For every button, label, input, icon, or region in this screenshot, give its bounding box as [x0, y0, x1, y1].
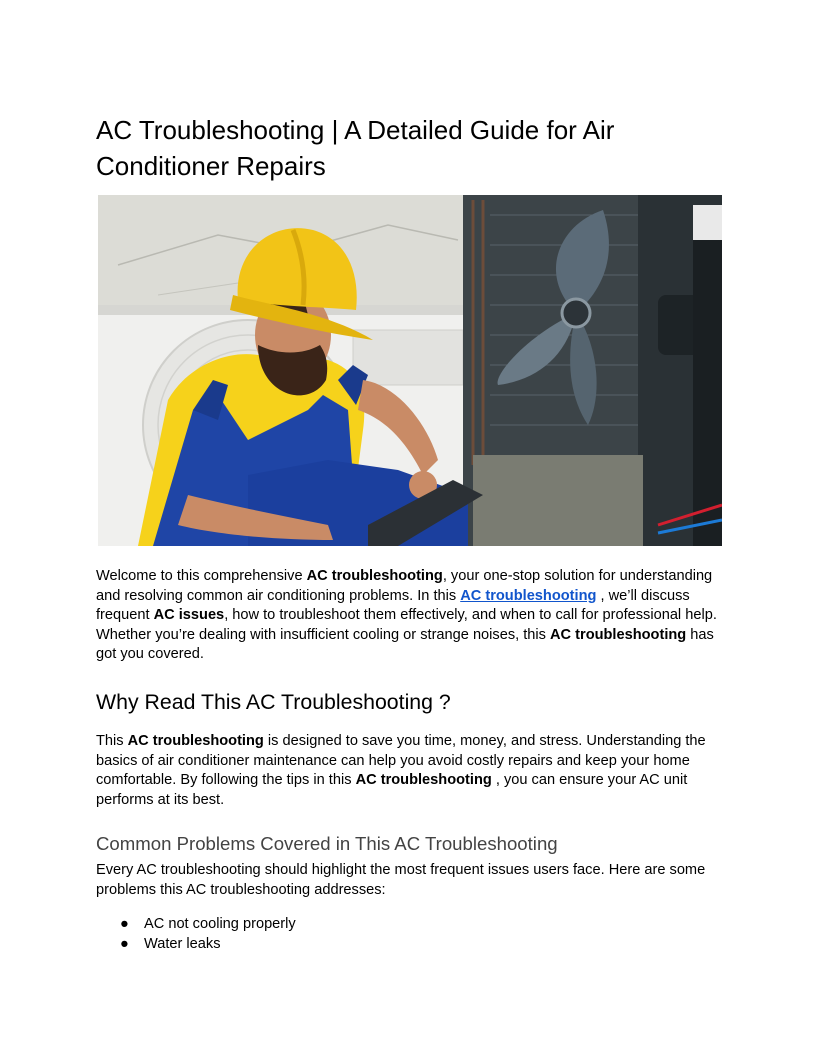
list-item-text: Water leaks	[144, 935, 221, 952]
ac-troubleshooting-link[interactable]: AC troubleshooting	[460, 587, 597, 604]
intro-bold-1: AC troubleshooting	[306, 568, 443, 584]
why-read-text-3: , you can ensure your AC unit performs at its best.	[96, 772, 688, 808]
why-read-bold-2: AC troubleshooting	[355, 772, 492, 788]
hero-image	[98, 195, 722, 546]
list-item	[96, 935, 296, 955]
intro-text-3: , we’ll discuss frequent	[96, 587, 690, 623]
why-read-text-2: is designed to save you time, money, and stress. Understanding the basics of air conditioner maintenance can help you avoid costly repairs and keep your home comfortable. By following the tips in this	[96, 733, 706, 788]
intro-bold-2: AC issues	[153, 607, 225, 623]
problems-list	[96, 915, 296, 954]
intro-bold-3: AC troubleshooting	[550, 626, 687, 643]
section-heading-common-problems: Common Problems Covered in This AC Troubleshooting	[96, 833, 558, 854]
bullet-icon: ●	[120, 935, 129, 952]
why-read-text-1: This	[96, 733, 128, 749]
section-heading-why-read: Why Read This AC Troubleshooting ?	[96, 690, 451, 714]
why-read-paragraph	[96, 732, 726, 810]
intro-text-1: Welcome to this comprehensive	[96, 568, 307, 584]
intro-paragraph	[96, 567, 726, 665]
page-title: AC Troubleshooting | A Detailed Guide for Air Conditioner Repairs	[96, 115, 615, 181]
intro-text-2: , your one-stop solution for understanding and resolving common air conditioning problems. In this	[96, 568, 713, 604]
list-item	[96, 915, 296, 935]
bullet-icon: ●	[120, 916, 129, 932]
intro-text-5: has got you covered.	[96, 626, 714, 662]
intro-text-4: , how to troubleshoot them effectively, and when to call for professional help. Whether you’re dealing with insufficient cooling or strange noises, this	[96, 607, 717, 643]
why-read-bold-1: AC troubleshooting	[127, 733, 264, 749]
common-problems-paragraph: Every AC troubleshooting should highlight the most frequent issues users face. Here are some problems this AC troubleshooting addresses:	[96, 862, 706, 898]
list-item-text: AC not cooling properly	[144, 916, 296, 932]
